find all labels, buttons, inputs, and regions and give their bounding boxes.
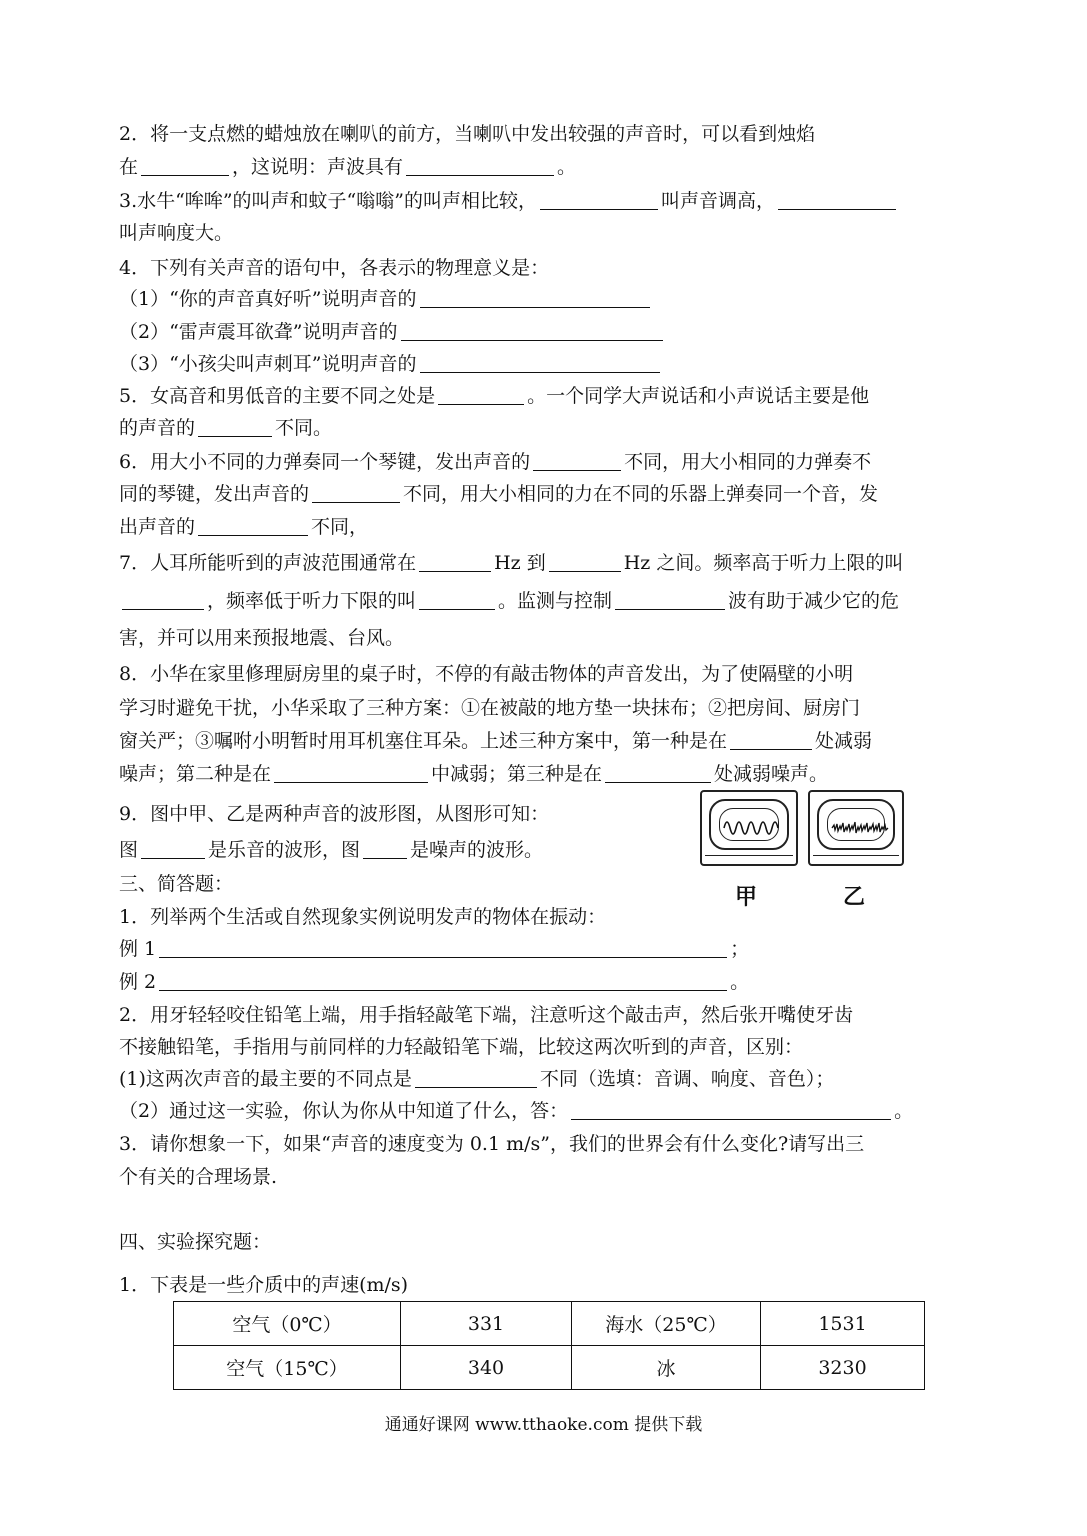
line-text: 学习时避免干扰，小华采取了三种方案：①在被敲的地方垫一块抹布；②把房间、厨房门 [119, 697, 861, 719]
text-line [119, 872, 233, 896]
answer-blank[interactable] [312, 482, 400, 503]
answer-blank[interactable] [571, 1099, 891, 1120]
footer: 通通好课网 www.tthaoke.com 提供下载 [384, 1415, 703, 1435]
line-text: （2）通过这一实验，你认为你从中知道了什么，答： [119, 1100, 569, 1122]
line-text: 8．小华在家里修理厨房里的桌子时，不停的有敲击物体的声音发出，为了使隔壁的小明 [119, 663, 854, 685]
table-row [174, 1346, 925, 1390]
sine-wave-icon [722, 811, 784, 845]
line-text: （3）“小孩尖叫声刺耳”说明声音的 [119, 353, 417, 375]
answer-blank[interactable] [420, 352, 660, 373]
text-line [119, 320, 666, 344]
line-text: 例 2 [119, 971, 157, 993]
answer-blank[interactable] [274, 762, 428, 783]
line-text: 中减弱；第三种是在 [431, 763, 603, 785]
line-text: 3．请你想象一下，如果“声音的速度变为 0.1 m/s”，我们的世界会有什么变化?请写出三 [119, 1133, 865, 1155]
line-text: 不同，用大小相同的力弹奏不 [624, 451, 872, 473]
answer-blank[interactable] [415, 1067, 537, 1088]
text-line [119, 729, 872, 753]
table-cell: 1531 [761, 1302, 925, 1346]
line-text: 不同。 [275, 417, 333, 439]
line-text: 叫声响度大。 [119, 222, 234, 244]
table-cell: 空气（0℃） [174, 1302, 401, 1346]
text-line [119, 1165, 277, 1189]
line-text: 在 [119, 156, 139, 178]
line-text: 。一个同学大声说话和小声说话主要是他 [527, 385, 870, 407]
answer-blank[interactable] [615, 589, 725, 610]
text-line [119, 905, 606, 929]
noise-wave-icon [830, 811, 890, 845]
text-line [119, 450, 871, 474]
answer-blank[interactable] [549, 551, 621, 572]
line-text: 2．将一支点燃的蜡烛放在喇叭的前方，当喇叭中发出较强的声音时，可以看到烛焰 [119, 123, 816, 145]
figure-label-yi: 乙 [843, 884, 866, 910]
text-line [119, 482, 878, 506]
answer-blank[interactable] [540, 189, 658, 210]
line-text: 不接触铅笔，手指用与前同样的力轻敲铅笔下端，比较这两次听到的声音，区别： [119, 1036, 804, 1058]
line-text: ； [730, 938, 750, 960]
answer-blank[interactable] [420, 287, 650, 308]
line-text: 四、实验探究题： [119, 1231, 272, 1253]
table-cell: 3230 [761, 1346, 925, 1390]
line-text: Hz 之间。频率高于听力上限的叫 [623, 552, 904, 574]
answer-blank[interactable] [141, 155, 229, 176]
answer-blank[interactable] [363, 838, 407, 859]
text-line [119, 352, 663, 376]
line-text: 不同，用大小相同的力在不同的乐器上弹奏同一个音，发 [403, 483, 879, 505]
text-line [119, 256, 549, 280]
line-text: 。监测与控制 [498, 590, 613, 612]
answer-blank[interactable] [159, 970, 727, 991]
line-text: 图 [119, 839, 139, 861]
line-text: 不同（选填：音调、响度、音色）； [539, 1068, 835, 1090]
answer-blank[interactable] [406, 155, 554, 176]
text-line [119, 551, 903, 575]
line-text: 噪声；第二种是在 [119, 763, 272, 785]
table-cell: 340 [401, 1346, 572, 1390]
answer-blank[interactable] [419, 551, 491, 572]
text-line [119, 937, 749, 961]
text-line [119, 1132, 864, 1156]
line-text: 4．下列有关声音的语句中，各表示的物理意义是： [119, 257, 550, 279]
answer-blank[interactable] [141, 838, 205, 859]
line-text: 叫声音调高， [660, 190, 775, 212]
answer-blank[interactable] [122, 589, 204, 610]
text-line [119, 416, 332, 440]
line-text: 2．用牙轻轻咬住铅笔上端，用手指轻敲笔下端，注意听这个敲击声，然后张开嘴使牙齿 [119, 1004, 854, 1026]
line-text: 1．下表是一些介质中的声速(m/s) [119, 1274, 409, 1296]
line-text: 个有关的合理场景. [119, 1166, 278, 1188]
line-text: 。 [557, 156, 577, 178]
text-line [119, 802, 549, 826]
line-text: （1）“你的声音真好听”说明声音的 [119, 288, 417, 310]
text-line [119, 1099, 913, 1123]
line-text: 同的琴键，发出声音的 [119, 483, 310, 505]
table-cell: 空气（15℃） [174, 1346, 401, 1390]
line-text: 处减弱噪声。 [714, 763, 829, 785]
text-line [119, 696, 860, 720]
line-text: 窗关严；③嘱咐小明暂时用耳机塞住耳朵。上述三种方案中，第一种是在 [119, 730, 728, 752]
text-line [119, 1067, 834, 1091]
line-text: 3.水牛“哞哞”的叫声和蚊子“嗡嗡”的叫声相比较， [119, 190, 537, 212]
line-text: 波有助于减少它的危 [728, 590, 900, 612]
line-text: 的声音的 [119, 417, 196, 439]
line-text: 是噪声的波形。 [410, 839, 544, 861]
line-text: ，频率低于听力下限的叫 [207, 590, 417, 612]
answer-blank[interactable] [198, 515, 308, 536]
line-text: 。 [730, 971, 750, 993]
waveform-figure-yi [808, 790, 904, 866]
line-text: (1)这两次声音的最主要的不同点是 [119, 1068, 412, 1090]
line-text: 9．图中甲、乙是两种声音的波形图，从图形可知： [119, 803, 550, 825]
text-line [119, 662, 853, 686]
line-text: 三、简答题： [119, 873, 234, 895]
line-text: 6．用大小不同的力弹奏同一个琴键，发出声音的 [119, 451, 531, 473]
figure-label-jia: 甲 [735, 884, 758, 910]
text-line [119, 155, 576, 179]
table-cell: 331 [401, 1302, 572, 1346]
line-text: 7．人耳所能听到的声波范围通常在 [119, 552, 417, 574]
answer-blank[interactable] [159, 937, 727, 958]
text-line [119, 515, 368, 539]
text-line [119, 1230, 271, 1254]
answer-blank[interactable] [401, 320, 663, 341]
text-line [119, 122, 815, 146]
text-line [119, 589, 899, 613]
answer-blank[interactable] [533, 450, 621, 471]
text-line [119, 221, 233, 245]
table-cell: 冰 [572, 1346, 761, 1390]
text-line [119, 762, 828, 786]
text-line [119, 189, 899, 213]
text-line [119, 626, 404, 650]
answer-blank[interactable] [438, 384, 524, 405]
line-text: （2）“雷声震耳欲聋”说明声音的 [119, 321, 398, 343]
line-text: 是乐音的波形，图 [208, 839, 361, 861]
answer-blank[interactable] [730, 729, 812, 750]
line-text: 1．列举两个生活或自然现象实例说明发声的物体在振动： [119, 906, 607, 928]
line-text: Hz 到 [494, 552, 546, 574]
text-line [119, 1273, 408, 1297]
answer-blank[interactable] [198, 416, 272, 437]
text-line [119, 838, 543, 862]
line-text: 。 [894, 1100, 914, 1122]
text-line [119, 970, 749, 994]
line-text: ，这说明：声波具有 [232, 156, 404, 178]
answer-blank[interactable] [419, 589, 495, 610]
line-text: 处减弱 [815, 730, 873, 752]
text-line [119, 287, 653, 311]
line-text: 不同， [311, 516, 369, 538]
line-text: 害，并可以用来预报地震、台风。 [119, 627, 405, 649]
line-text: 例 1 [119, 938, 157, 960]
answer-blank[interactable] [778, 189, 896, 210]
table-row [174, 1302, 925, 1346]
answer-blank[interactable] [605, 762, 711, 783]
text-line [119, 384, 869, 408]
sound-speed-table [173, 1301, 925, 1390]
line-text: 5．女高音和男低音的主要不同之处是 [119, 385, 436, 407]
table-cell: 海水（25℃） [572, 1302, 761, 1346]
waveform-figure-jia [700, 790, 798, 866]
text-line [119, 1003, 853, 1027]
text-line [119, 1035, 803, 1059]
line-text: 出声音的 [119, 516, 196, 538]
